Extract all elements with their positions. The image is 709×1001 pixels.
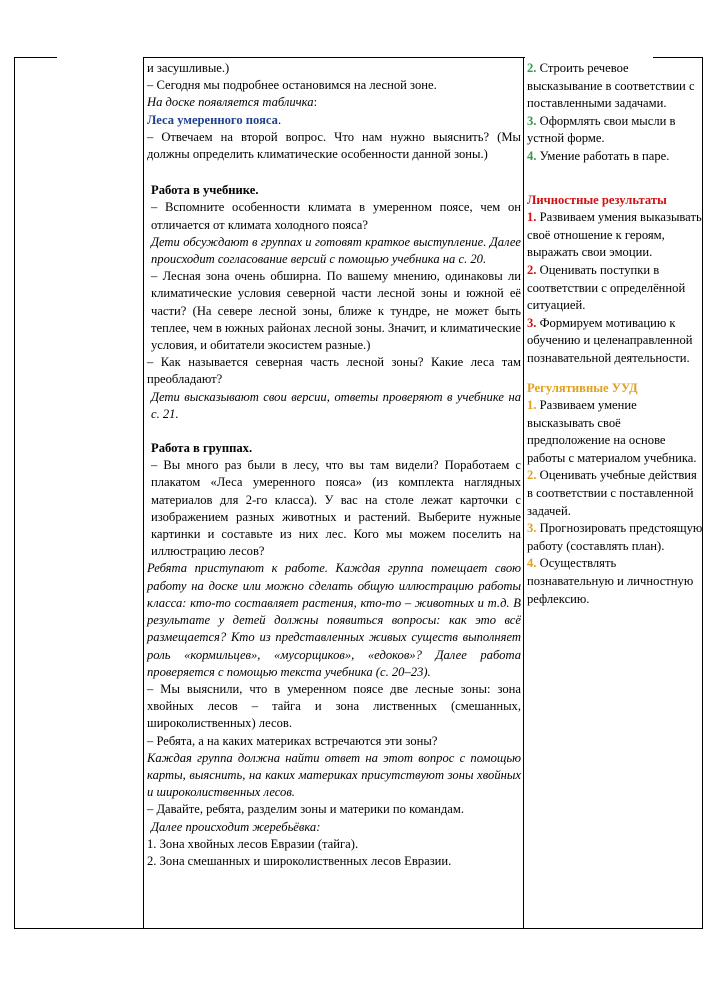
list-item: 3. Оформлять свои мысли в устной форме.	[527, 113, 676, 146]
text-paragraph: – Мы выяснили, что в умеренном поясе две лесные зоны: зона хвойных лесов – тайга и зона лиственных (смешанных, широколиственных) лесов.	[147, 681, 521, 731]
text-paragraph: и засушливые.)	[147, 61, 230, 75]
text-paragraph: – Лесная зона очень обширна. По вашему мнению, одинаковы ли климатические условия северной части лесной зоны и южной её части? (На севере лесной зоны, ближе к тундре, не может быть теплее, чем в южных районах лесной зоны. Значит, и климатические условия, и обитатели экосистем разные.)	[151, 269, 521, 353]
list-item: 2. Строить речевое высказывание в соответствии с поставленными задачами.	[527, 61, 695, 111]
table-top-gap-right	[525, 55, 653, 59]
text-paragraph: – Вы много раз были в лесу, что вы там видели? Поработаем с плакатом «Леса умеренного пояса» (из комплекта наглядных материалов для 2-го класса). У вас на столе лежат карточки с изображением разных животных и растений. Выберите нужные картинки и составьте из них лес. Кого мы можем поселить на иллюстрацию лесов?	[151, 458, 521, 559]
list-item: 2. Зона смешанных и широколиственных лесов Евразии.	[147, 853, 452, 868]
column-divider-left	[143, 57, 144, 929]
text-paragraph: – Сегодня мы подробнее остановимся на лесной зоне.	[147, 78, 437, 93]
text-paragraph: – Как называется северная часть лесной зоны? Какие леса там преобладают?	[147, 355, 521, 387]
list-item: 4. Умение работать в паре.	[527, 148, 670, 163]
text-paragraph: На доске появляется табличка:	[147, 95, 318, 110]
section-heading-regulative: Регулятивные УУД	[527, 380, 638, 395]
list-item: 3. Формируем мотивацию к обучению и целенаправленной познавательной деятельности.	[527, 315, 693, 365]
text-paragraph: – Ребята, а на каких материках встречаются эти зоны?	[147, 733, 438, 748]
table-top-gap	[57, 55, 143, 59]
list-item: 1. Зона хвойных лесов Евразии (тайга).	[147, 836, 359, 851]
list-item: 1. Развиваем умения выказывать своё отношение к героям, выражать свои эмоции.	[527, 210, 702, 260]
text-paragraph: Дети обсуждают в группах и готовят краткое выступление. Далее происходит согласование версий с помощью учебника на с. 20.	[151, 234, 521, 267]
column-divider-right	[523, 57, 524, 929]
list-item: 3. Прогнозировать предстоящую работу (составлять план).	[527, 521, 703, 553]
text-paragraph: – Отвечаем на второй вопрос. Что нам нужно выяснить? (Мы должны определить климатические особенности данной зоны.)	[147, 129, 521, 162]
list-item: 4. Осуществлять познавательную и личностную рефлексию.	[527, 556, 694, 606]
list-item: 2. Оценивать поступки в соответствии с определённой ситуацией.	[527, 262, 686, 313]
list-item: 2. Оценивать учебные действия в соответствии с поставленной задачей.	[527, 468, 697, 518]
learning-outcomes-column	[527, 60, 703, 608]
text-paragraph: – Вспомните особенности климата в умеренном поясе, чем он отличается от климата холодного пояса?	[151, 200, 521, 232]
text-paragraph: Дети высказывают свои версии, ответы проверяют в учебнике на с. 21.	[151, 389, 521, 421]
text-paragraph: Далее происходит жеребьёвка:	[151, 819, 321, 834]
text-paragraph: – Давайте, ребята, разделим зоны и материки по командам.	[147, 802, 464, 817]
text-paragraph: Каждая группа должна найти ответ на этот вопрос с помощью карты, выяснить, на каких материках присутствуют зоны хвойных и широколиственных лесов.	[147, 750, 521, 800]
section-heading-textbook: Работа в учебнике.	[151, 183, 259, 198]
lesson-content-column	[147, 60, 521, 870]
board-title: Леса умеренного пояса.	[147, 112, 282, 127]
section-heading-groups: Работа в группах.	[151, 441, 253, 456]
list-item: 1. Развиваем умение высказывать своё предположение на основе работы с материалом учебника.	[527, 398, 697, 465]
text-paragraph: Ребята приступают к работе. Каждая группа помещает свою работу на доске или можно сделать общую иллюстрацию работы класса: кто-то составляет растения, кто-то – животных и т.д. В результате у детей должны появиться вопросы: как это всё размещается? Кто из представленных живых существ выполняет роль «кормильцев», «мусорщиков», «едоков»? Далее работа проверяется с помощью текста учебника (с. 20–23).	[147, 561, 521, 679]
section-heading-personal: Личностные результаты	[527, 192, 667, 207]
